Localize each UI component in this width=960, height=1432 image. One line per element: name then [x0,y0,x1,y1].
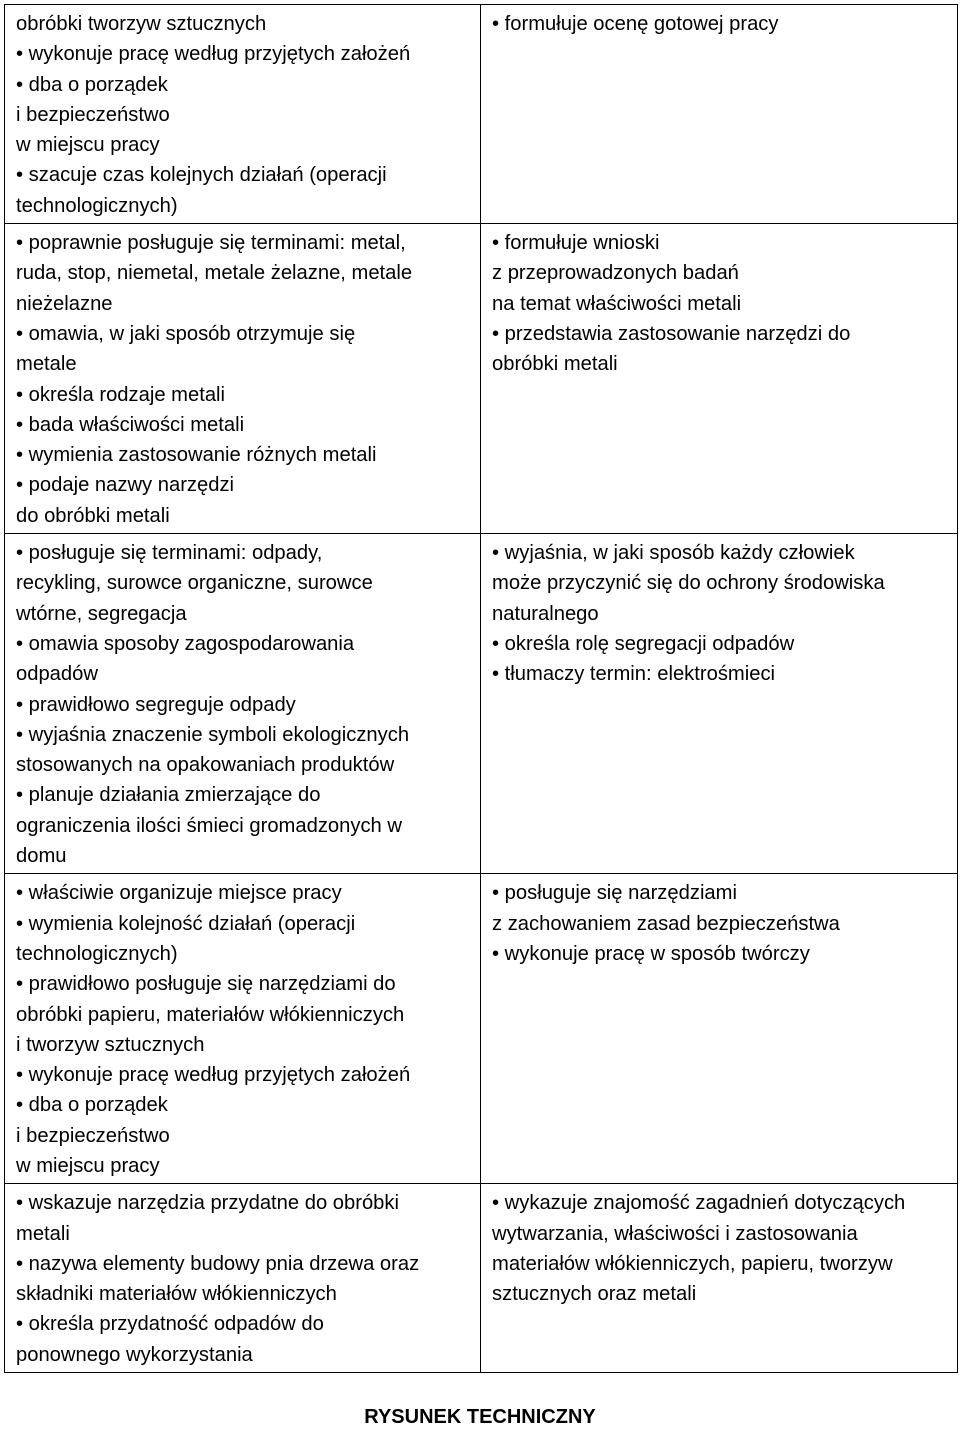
table-line: • określa przydatność odpadów do [16,1313,324,1336]
table-line: • tłumaczy termin: elektrośmieci [492,663,776,686]
table-line: metali [16,1222,70,1245]
table-line: stosowanych na opakowaniach produktów [16,754,395,777]
table-line: • dba o porządek [16,1094,168,1117]
table-line: • przedstawia zastosowanie narzędzi do [492,322,851,345]
basic-requirements-cell [5,1184,481,1373]
table-line: • bada właściwości metali [16,413,245,436]
table-line: ograniczenia ilości śmieci gromadzonych w [16,814,402,837]
table-line: • szacuje czas kolejnych działań (operacji [16,164,387,187]
table-line: ponownego wykorzystania [16,1343,253,1366]
table-line: • określa rolę segregacji odpadów [492,632,795,655]
table-line: obróbki papieru, materiałów włókienniczych [16,1003,405,1026]
extended-requirements-cell [481,874,958,1184]
basic-requirements-cell [5,224,481,534]
table-line: składniki materiałów włókienniczych [16,1283,337,1306]
table-row [5,224,958,534]
table-line: • omawia, w jaki sposób otrzymuje się [16,322,356,345]
table-line: • omawia sposoby zagospodarowania [16,632,355,655]
table-line: • wymienia kolejność działań (operacji [16,912,356,935]
table-line: • wykonuje pracę w sposób twórczy [492,942,810,965]
table-row [5,534,958,874]
table-line: sztucznych oraz metali [492,1283,697,1306]
table-line: • posługuje się terminami: odpady, [16,542,323,565]
table-line: z przeprowadzonych badań [492,262,739,285]
table-line: • dba o porządek [16,73,168,96]
table-line: nieżelazne [16,292,113,315]
basic-requirements-cell [5,874,481,1184]
table-line: • planuje działania zmierzające do [16,784,321,807]
table-line: technologicznych) [16,194,178,217]
table-line: • właściwie organizuje miejsce pracy [16,882,342,905]
table-line: i tworzyw sztucznych [16,1033,205,1056]
table-line: • formułuje wnioski [492,232,660,255]
table-line: recykling, surowce organiczne, surowce [16,572,373,595]
table-line: • określa rodzaje metali [16,383,226,406]
table-row [5,874,958,1184]
table-line: • formułuje ocenę gotowej pracy [492,13,779,35]
table-line: domu [16,845,67,868]
table-line: • wyjaśnia, w jaki sposób każdy człowiek [492,542,855,565]
table-line: • posługuje się narzędziami [492,882,737,905]
table-line: • wyjaśnia znaczenie symboli ekologicznych [16,723,410,746]
table-line: i bezpieczeństwo [16,103,170,126]
table-row [5,5,958,224]
section-title: RYSUNEK TECHNICZNY [364,1406,596,1428]
table-line: • wymienia zastosowanie różnych metali [16,444,377,467]
table-line: • prawidłowo segreguje odpady [16,693,296,716]
table-line: materiałów włókienniczych, papieru, tworzyw [492,1252,893,1275]
table-line: na temat właściwości metali [492,292,742,315]
table-line: w miejscu pracy [16,1154,160,1177]
extended-requirements-cell [481,534,958,874]
table-line: ruda, stop, niemetal, metale żelazne, metale [16,262,413,285]
table-line: • prawidłowo posługuje się narzędziami do [16,973,396,996]
requirements-table [4,4,958,1373]
table-line: • poprawnie posługuje się terminami: metal, [16,232,406,255]
table-line: • wykazuje znajomość zagadnień dotyczących [492,1192,906,1215]
table-line: obróbki metali [492,353,618,376]
table-line: z zachowaniem zasad bezpieczeństwa [492,912,840,935]
table-line: • wykonuje pracę według przyjętych założeń [16,1064,411,1087]
table-line: obróbki tworzyw sztucznych [16,13,267,35]
table-line: • wskazuje narzędzia przydatne do obróbki [16,1192,399,1215]
basic-requirements-cell [5,5,481,224]
extended-requirements-cell [481,224,958,534]
extended-requirements-cell [481,1184,958,1373]
basic-requirements-cell [5,534,481,874]
table-line: w miejscu pracy [16,134,160,157]
table-line: • nazywa elementy budowy pnia drzewa oraz [16,1252,420,1275]
table-line: do obróbki metali [16,504,170,527]
table-line: naturalnego [492,602,599,625]
table-line: metale [16,353,77,376]
table-line: • podaje nazwy narzędzi [16,474,235,497]
table-line: i bezpieczeństwo [16,1124,170,1147]
table-line: • wykonuje pracę według przyjętych założeń [16,43,411,66]
table-line: technologicznych) [16,942,178,965]
table-line: może przyczynić się do ochrony środowiska [492,572,885,595]
table-line: wtórne, segregacja [16,602,187,625]
table-line: wytwarzania, właściwości i zastosowania [492,1222,858,1245]
table-line: odpadów [16,663,98,686]
table-row [5,1184,958,1373]
extended-requirements-cell [481,5,958,224]
